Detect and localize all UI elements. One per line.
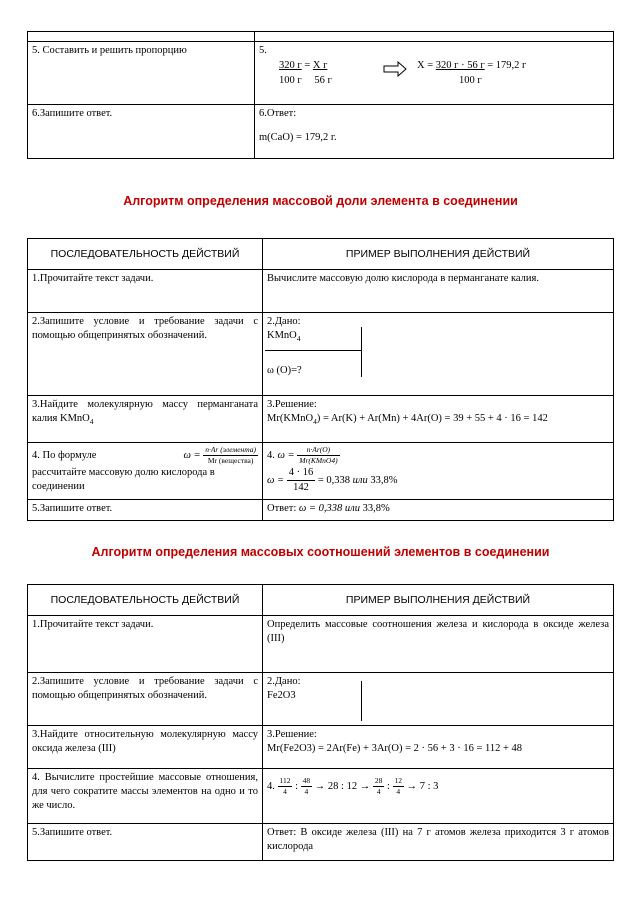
- mass-fraction-calc: 4. ω = $\frac{n\cdot Ar(O)}{\text{Mr(KMnO4)}}$ ω = $\frac{4 \cdot 16}{142}$ = 0,338 или 33,8%: [263, 443, 614, 500]
- given-divider: [361, 327, 362, 377]
- column-header-steps: ПОСЛЕДОВАТЕЛЬНОСТЬ ДЕЙСТВИЙ: [28, 585, 263, 616]
- step-5-label: 5. Составить и решить пропорцию: [28, 42, 255, 105]
- mass-fraction-formula: 4. По формуле ω = $\frac{\text{n·Ar (элемента)}}{\text{Mr (вещества)}}$ рассчитайте массовую долю кислорода в соединении: [28, 443, 263, 500]
- table-header-row: [28, 585, 614, 616]
- table-row: 4. Вычислите простейшие массовые отношения, для чего сократите массы элементов на одно и то же число. 4. $\frac{112}{4}$ : $\frac{48}{4}$ → 28 : 12 → $\frac{28}{4}$ : $\frac{12}{4}$ → 7 : 3: [28, 769, 614, 824]
- table-header-row: [28, 239, 614, 270]
- table-row: 1.Прочитайте текст задачи. Вычислите массовую долю кислорода в перманганате калия.: [28, 270, 614, 313]
- given-block: 2.Дано: KMnO$_4$ ω (O)=?: [263, 313, 614, 396]
- table-row: [28, 42, 614, 105]
- column-header-example: ПРИМЕР ВЫПОЛНЕНИЯ ДЕЙСТВИЙ: [263, 585, 614, 616]
- mass-fraction-table: [27, 238, 614, 521]
- table-row: 3.Найдите относительную молекулярную массу оксида железа (III) 3.Решение: Mr(Fe2O3) = 2Ar(Fe) + 3Ar(O) = 2 · 56 + 3 · 16 = 112 + 48: [28, 726, 614, 769]
- step-6-example: 6.Ответ: m(CaO) = 179,2 г.: [255, 105, 614, 159]
- table-row: 5.Запишите ответ. Ответ: В оксиде железа (III) на 7 г атомов железа приходится 3 г атомов кислорода: [28, 824, 614, 861]
- table-row: [28, 32, 614, 42]
- section-title: Алгоритм определения массовых соотношений элементов в соединении: [91, 545, 550, 559]
- table-row: 2.Запишите условие и требование задачи с помощью общепринятых обозначений. 2.Дано: KMnO$_4$ ω (O)=?: [28, 313, 614, 396]
- column-header-steps: ПОСЛЕДОВАТЕЛЬНОСТЬ ДЕЙСТВИЙ: [28, 239, 263, 270]
- given-divider: [265, 350, 361, 351]
- proportion-table: [27, 31, 614, 159]
- given-divider: [361, 681, 362, 721]
- section-title: Алгоритм определения массовой доли элемента в соединении: [123, 194, 518, 208]
- given-block: 2.Дано: Fe2O3: [263, 673, 614, 726]
- table-row: 2.Запишите условие и требование задачи с помощью общепринятых обозначений. 2.Дано: Fe2O3: [28, 673, 614, 726]
- mass-fraction-answer: Ответ: ω = 0,338 или 33,8%: [263, 500, 614, 521]
- table-row: [28, 443, 614, 500]
- step-5-example: 5. 320 г = X г 100 г 56 г X = 320 г · 56 г = 179,2 г 100 г: [255, 42, 614, 105]
- mass-ratio-table: [27, 584, 614, 861]
- table-row: 1.Прочитайте текст задачи. Определить массовые соотношения железа и кислорода в оксиде железа (III): [28, 616, 614, 673]
- table-row: 3.Найдите молекулярную массу перманганата калия KMnO$_4$ 3.Решение: Mr(KMnO$_4$) = Ar(K) + Ar(Mn) + 4Ar(O) = 39 + 55 + 4 · 16 = 142: [28, 396, 614, 443]
- table-row: [28, 105, 614, 159]
- table-row: 5.Запишите ответ. Ответ: ω = 0,338 или 33,8%: [28, 500, 614, 521]
- implies-arrow-icon: [383, 61, 407, 77]
- mass-ratio-calc: 4. $\frac{112}{4}$ : $\frac{48}{4}$ → 28 : 12 → $\frac{28}{4}$ : $\frac{12}{4}$ → 7 : 3: [263, 769, 614, 824]
- column-header-example: ПРИМЕР ВЫПОЛНЕНИЯ ДЕЙСТВИЙ: [263, 239, 614, 270]
- step-6-label: 6.Запишите ответ.: [28, 105, 255, 159]
